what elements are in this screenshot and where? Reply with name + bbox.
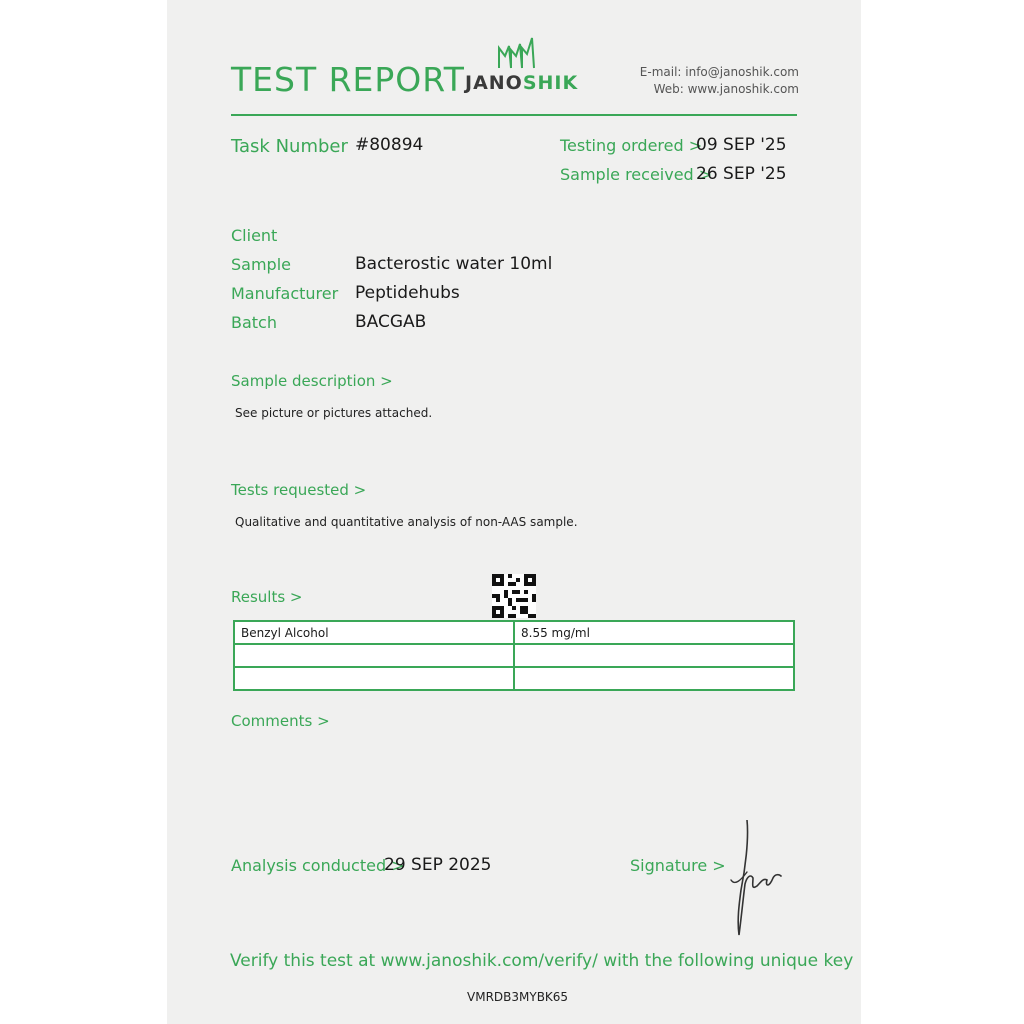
- contact-email[interactable]: E-mail: info@janoshik.com: [639, 65, 799, 79]
- task-number-label: Task Number: [231, 136, 348, 157]
- table-row: [234, 621, 794, 644]
- result-value: 8.55 mg/ml: [514, 621, 794, 644]
- testing-ordered-value: 09 SEP '25: [696, 135, 787, 155]
- result-name: [234, 644, 514, 667]
- analysis-conducted-value: 29 SEP 2025: [384, 855, 492, 875]
- qr-code-icon[interactable]: [492, 574, 536, 618]
- result-name: [234, 667, 514, 690]
- table-row: [234, 644, 794, 667]
- brand-name-left: JANO: [465, 72, 523, 94]
- report-page: [167, 0, 861, 1024]
- batch-label: Batch: [231, 313, 277, 332]
- result-name: Benzyl Alcohol: [234, 621, 514, 644]
- result-value: [514, 644, 794, 667]
- results-table: [233, 620, 795, 691]
- sample-value: Bacterostic water 10ml: [355, 254, 553, 274]
- analysis-conducted-label: Analysis conducted >: [231, 856, 405, 875]
- sample-description-text: See picture or pictures attached.: [235, 406, 433, 420]
- bar-chart-logo-icon: [497, 36, 537, 70]
- result-value: [514, 667, 794, 690]
- contact-web[interactable]: Web: www.janoshik.com: [653, 82, 799, 96]
- verification-key: VMRDB3MYBK65: [467, 990, 569, 1004]
- sample-received-label: Sample received >: [560, 165, 713, 184]
- task-number-value: #80894: [355, 135, 424, 155]
- sample-label: Sample: [231, 255, 291, 274]
- comments-heading: Comments >: [231, 712, 330, 730]
- manufacturer-label: Manufacturer: [231, 284, 339, 303]
- table-row: [234, 667, 794, 690]
- header-divider: [231, 114, 797, 116]
- signature-label: Signature >: [630, 856, 726, 875]
- contact-block: [640, 64, 799, 98]
- verify-text: Verify this test at www.janoshik.com/verify/ with the following unique key: [230, 951, 854, 971]
- report-title: TEST REPORT: [231, 60, 465, 99]
- results-heading: Results >: [231, 588, 303, 606]
- manufacturer-value: Peptidehubs: [355, 283, 460, 303]
- tests-requested-text: Qualitative and quantitative analysis of non-AAS sample.: [235, 515, 578, 529]
- signature-icon: [727, 820, 783, 940]
- brand-name: [465, 72, 578, 94]
- sample-received-value: 26 SEP '25: [696, 164, 787, 184]
- sample-description-heading: Sample description >: [231, 372, 393, 390]
- batch-value: BACGAB: [355, 312, 427, 332]
- tests-requested-heading: Tests requested >: [231, 481, 367, 499]
- client-label: Client: [231, 226, 278, 245]
- testing-ordered-label: Testing ordered >: [560, 136, 703, 155]
- janoshik-logo: [465, 36, 579, 96]
- brand-name-right: SHIK: [522, 72, 579, 94]
